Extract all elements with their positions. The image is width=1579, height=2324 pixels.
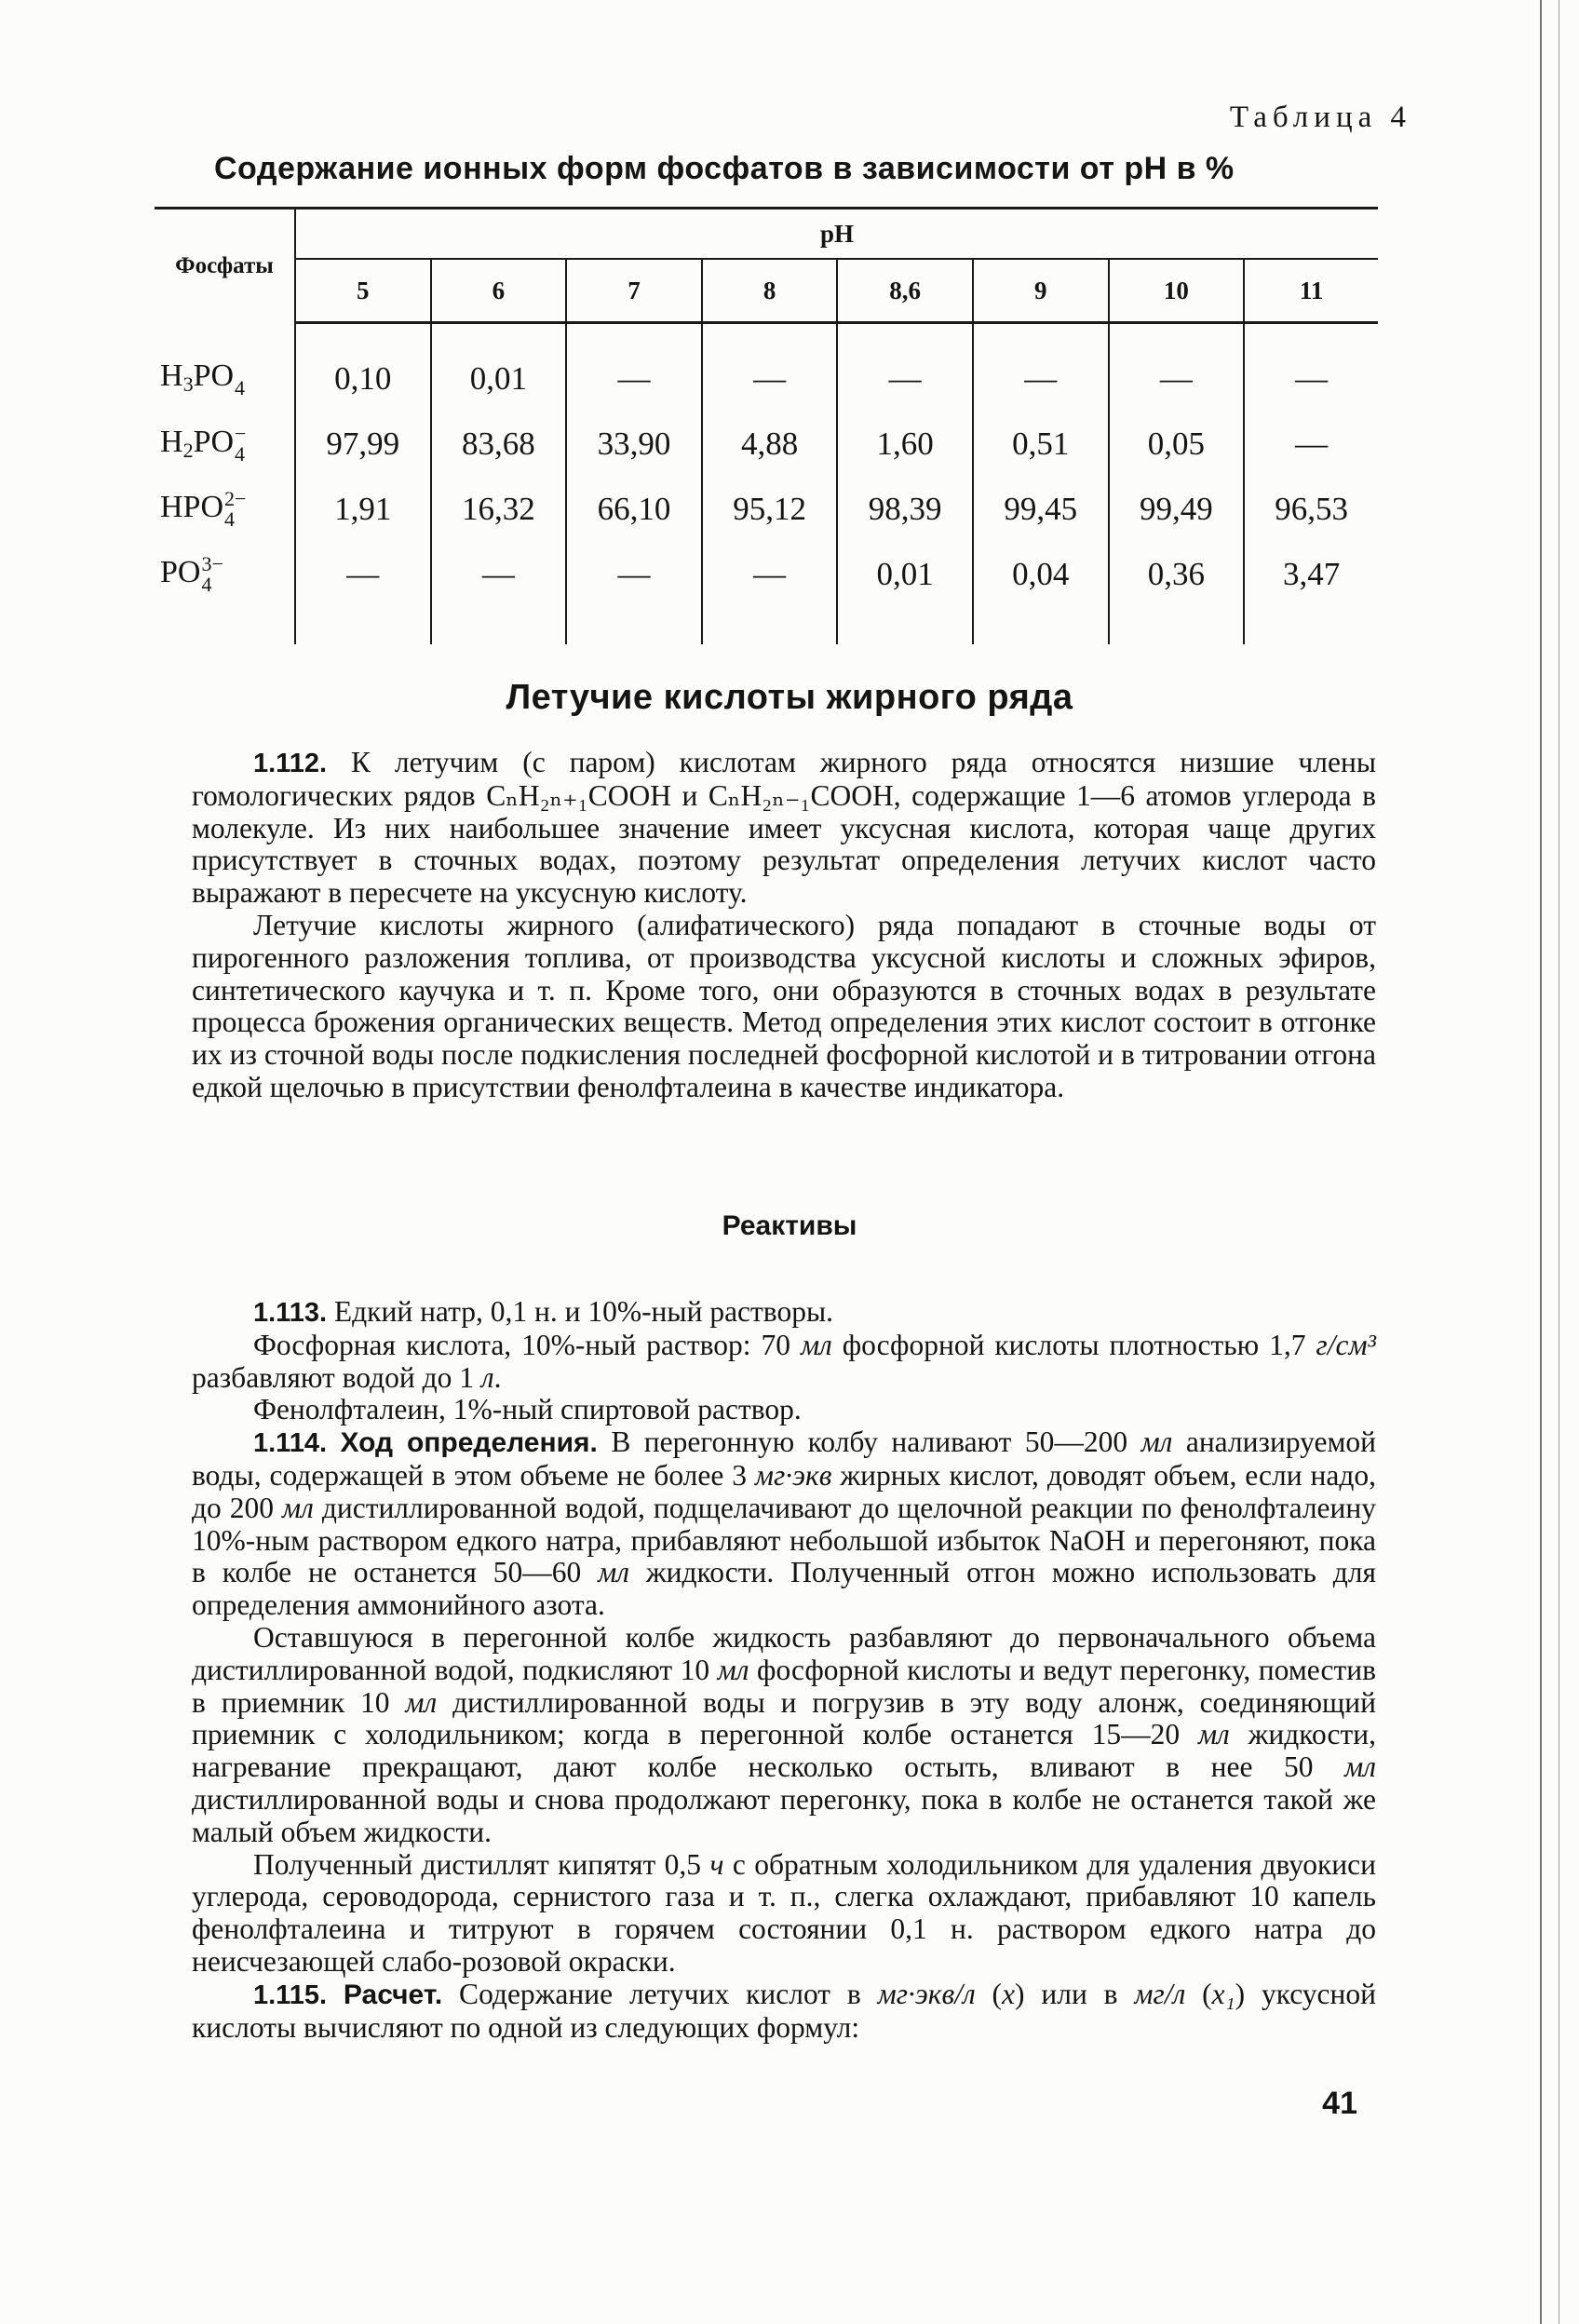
text-run: фосфорной кислоты и ведут перегонку, поместив в приемник 10 (192, 1653, 1376, 1719)
text-run: жидкости, нагревание прекращают, дают колбе несколько остыть, вливают в нее 50 (192, 1718, 1376, 1784)
table-cell: 16,32 (431, 477, 567, 542)
item-number: 1.112. (253, 749, 328, 778)
ion-formula (160, 358, 246, 400)
unit: мл (282, 1491, 314, 1524)
table-cell: 99,45 (973, 477, 1109, 542)
table-cell: 66,10 (566, 477, 702, 542)
table-cell: 95,12 (702, 477, 838, 542)
ion-label (155, 412, 295, 477)
table-column-header: 8 (702, 259, 838, 323)
unit: мл (1140, 1425, 1173, 1459)
paragraph-titration (192, 1849, 1376, 1979)
ion-scripts (224, 489, 246, 530)
table-caption: Таблица 4 (1229, 101, 1411, 134)
text-run: фосфорной кислоты плотностью 1,7 (831, 1328, 1316, 1361)
phosphate-table (155, 207, 1378, 644)
ion-part: PO (193, 358, 235, 394)
table-cell: 0,04 (973, 542, 1109, 644)
text-run: Фосфорная кислота, 10%-ный раствор: 70 (253, 1328, 801, 1361)
text-run: жидкости. Полученный отгон можно использовать для определения аммонийного азота. (192, 1556, 1376, 1622)
text-run: Едкий натр, 0,1 н. и 10%-ный растворы. (327, 1295, 833, 1328)
text-run: Содержание летучих кислот в (442, 1977, 878, 2010)
table-cell: — (837, 323, 973, 412)
text-run: К летучим (с паром) кислотам жирного ряда относятся низшие члены гомологических рядов (192, 746, 1376, 812)
table-cell: 96,53 (1275, 491, 1348, 527)
table-cell: 0,36 (1109, 542, 1245, 644)
table-label-header: Фосфаты (155, 209, 295, 323)
unit: мг·экв/л (877, 1977, 976, 2010)
paragraph-heading: Ход определения. (340, 1427, 598, 1459)
intro-text (192, 747, 1376, 1104)
table-cell: 0,51 (973, 412, 1109, 477)
unit: ч (709, 1847, 724, 1881)
table-cell: — (431, 542, 567, 644)
unit: мл (405, 1685, 438, 1719)
unit: мл (1344, 1750, 1376, 1784)
text-run: ) уксусной кислоты вычисляют по одной из следующих формул: (192, 1977, 1376, 2044)
ion-scripts (235, 424, 246, 465)
text-run: жирных кислот, доводят объем, если надо, до 200 (192, 1458, 1376, 1524)
item-number: 1.114. (253, 1428, 328, 1459)
table-cell: 0,01 (837, 542, 973, 644)
text-run: дистиллированной воды и погрузив в эту воду алонж, соединяющий приемник с холодильником; когда в перегонной колбе останется 15—20 (192, 1685, 1376, 1751)
table-row (155, 323, 1378, 412)
ion-subscript: 4 (224, 507, 236, 531)
paragraph-heading: Расчет. (343, 1979, 443, 2010)
table-cell: 0,05 (1109, 412, 1245, 477)
ion-charge: 3− (201, 552, 223, 575)
text-run: ) или в (1015, 1977, 1135, 2010)
unit: мг/л (1134, 1977, 1186, 2010)
table-cell: 33,90 (566, 412, 702, 477)
text-run: дистиллированной воды и снова продолжают перегонку, пока в колбе не останется такой же малый объем жидкости. (192, 1782, 1376, 1848)
table-cell: 1,60 (837, 412, 973, 477)
table-cell: 0,10 (295, 323, 431, 412)
table-cell: — (702, 542, 838, 644)
text-run: , содержащие 1—6 атомов углерода в молекуле. Из них наибольшее значение имеет уксусная кислота, которая чаще других присутствует в сточных водах, поэтому результат определения летучих кислот часто выражают в пересчете на уксусную кислоту. (192, 778, 1377, 910)
ion-scripts (201, 554, 223, 595)
ion-part: HPO (160, 489, 224, 524)
ion-formula (160, 422, 247, 466)
table-column-header: 9 (973, 259, 1109, 323)
reagent-phenolphthalein: Фенолфталеин, 1%-ный спиртовой раствор. (253, 1393, 802, 1426)
ion-charge: − (235, 422, 247, 445)
text-run: и (671, 778, 709, 812)
reagent-phosphoric-acid (192, 1330, 1376, 1395)
table-cell: 1,91 (295, 477, 431, 542)
table-cell: 98,39 (837, 477, 973, 542)
table-column-header: 7 (566, 259, 702, 323)
ion-label (155, 323, 295, 412)
ion-charge (235, 358, 245, 378)
ion-label (155, 477, 295, 542)
reagents-text (192, 1296, 1376, 2044)
table-cell: 83,68 (431, 412, 567, 477)
table-cell: 97,99 (295, 412, 431, 477)
unit: мг·экв (754, 1458, 832, 1492)
ion-part: PO (193, 424, 235, 459)
unit: мл (1197, 1718, 1230, 1751)
text-run: ( (1185, 1977, 1212, 2010)
text-run: разбавляют водой до 1 (192, 1360, 481, 1394)
ion-label (155, 542, 295, 644)
ion-subscript: 4 (235, 376, 246, 400)
page-number: 41 (1322, 2086, 1357, 2121)
ion-part: H (160, 358, 183, 394)
ion-subscript: 4 (235, 442, 246, 466)
text-run: дистиллированной водой, подщелачивают до щелочной реакции по фенолфталеину 10%-ным раствором едкого натра, прибавляют небольшой избыток NaOH и перегоняют, пока в колбе не останется 50—60 (192, 1491, 1377, 1589)
table-cell: 3,47 (1282, 556, 1341, 592)
table-column-header: 10 (1109, 259, 1245, 323)
ion-part: PO (160, 554, 201, 589)
text-run: анализируемой воды, содержащей в этом объеме не более 3 (192, 1425, 1377, 1492)
unit: мл (800, 1328, 832, 1361)
variable: x₁ (1211, 1977, 1235, 2010)
table-cell: 4,88 (702, 412, 838, 477)
reagent-sodium-hydroxide (192, 1296, 1376, 1330)
ion-formula (160, 552, 223, 596)
table-title: Содержание ионных форм фосфатов в зависимости от pH в % (214, 151, 1235, 186)
variable: x (1002, 1977, 1016, 2010)
table-cell: — (1295, 426, 1329, 462)
table-cell: — (1295, 360, 1329, 397)
table-column-header: 11 (1244, 259, 1378, 323)
ion-subscript: 2 (182, 438, 194, 462)
paragraph-1115 (192, 1979, 1376, 2045)
table-cell: — (973, 323, 1109, 412)
ion-subscript: 3 (182, 372, 194, 397)
ion-formula (160, 487, 247, 531)
unit: л (480, 1360, 494, 1394)
table-cell: 99,49 (1109, 477, 1245, 542)
reagents-title: Реактивы (722, 1210, 857, 1241)
unit: г/см³ (1316, 1328, 1376, 1361)
table-cell: — (295, 542, 431, 644)
table-column-header: 8,6 (837, 259, 973, 323)
paragraph-1114 (192, 1426, 1376, 1622)
text-run: Полученный дистиллят кипятят 0,5 (253, 1847, 710, 1881)
table-cell: — (566, 323, 702, 412)
text-run: с обратным холодильником для удаления двуокиси углерода, сероводорода, сернистого газа и т. п., слегка охлаждают, прибавляют 10 капель фенолфталеина и титруют в горячем состоянии 0,1 н. раствором едкого натра до неисчезающей слабо-розовой окраски. (192, 1847, 1376, 1978)
table-cell: 0,01 (431, 323, 567, 412)
ion-charge: 2− (224, 487, 247, 510)
text-run: . (493, 1360, 502, 1394)
section-title: Летучие кислоты жирного ряда (506, 678, 1073, 717)
paragraph-volatile-acids: Летучие кислоты жирного (алифатического) ряда попадают в сточные воды от пирогенного разложения топлива, от производства уксусной кислоты и сложных эфиров, синтетического каучука и т. п. Кроме того, они образуются в сточных водах в результате процесса брожения органических веществ. Метод определения этих кислот состоит в отгонке их из сточной воды после подкисления последней фосфорной кислотой и в титровании отгона едкой щелочью в присутствии фенолфталеина в качестве индикатора. (192, 908, 1376, 1103)
ion-part: H (160, 424, 183, 459)
paragraph-1112 (192, 747, 1376, 910)
table-row (155, 412, 1378, 477)
paragraph-distillation (192, 1622, 1376, 1849)
table-cell: — (702, 323, 838, 412)
table-row (155, 477, 1378, 542)
ion-scripts (235, 358, 245, 399)
table-ph-header: pH (295, 209, 1378, 260)
item-number: 1.113. (253, 1298, 328, 1328)
table-column-header: 6 (431, 259, 567, 323)
formula: CₙH₂ₙ₋₁COOH (708, 778, 894, 812)
text-run: Оставшуюся в перегонной колбе жидкость разбавляют до первоначального объема дистиллированной водой, подкисляют 10 (192, 1620, 1376, 1686)
text-run: ( (975, 1977, 1003, 2010)
table-cell: — (566, 542, 702, 644)
table-cell: — (1109, 323, 1245, 412)
formula: CₙH₂ₙ₊₁COOH (486, 778, 672, 812)
ion-subscript: 4 (201, 573, 212, 596)
scan-edge-line (1540, 0, 1542, 2324)
unit: мл (598, 1556, 629, 1589)
table-column-header: 5 (295, 259, 431, 323)
text-run: В перегонную колбу наливают 50—200 (597, 1425, 1141, 1459)
unit: мл (717, 1653, 749, 1686)
item-number: 1.115. (253, 1979, 328, 2010)
table-row (155, 542, 1378, 644)
